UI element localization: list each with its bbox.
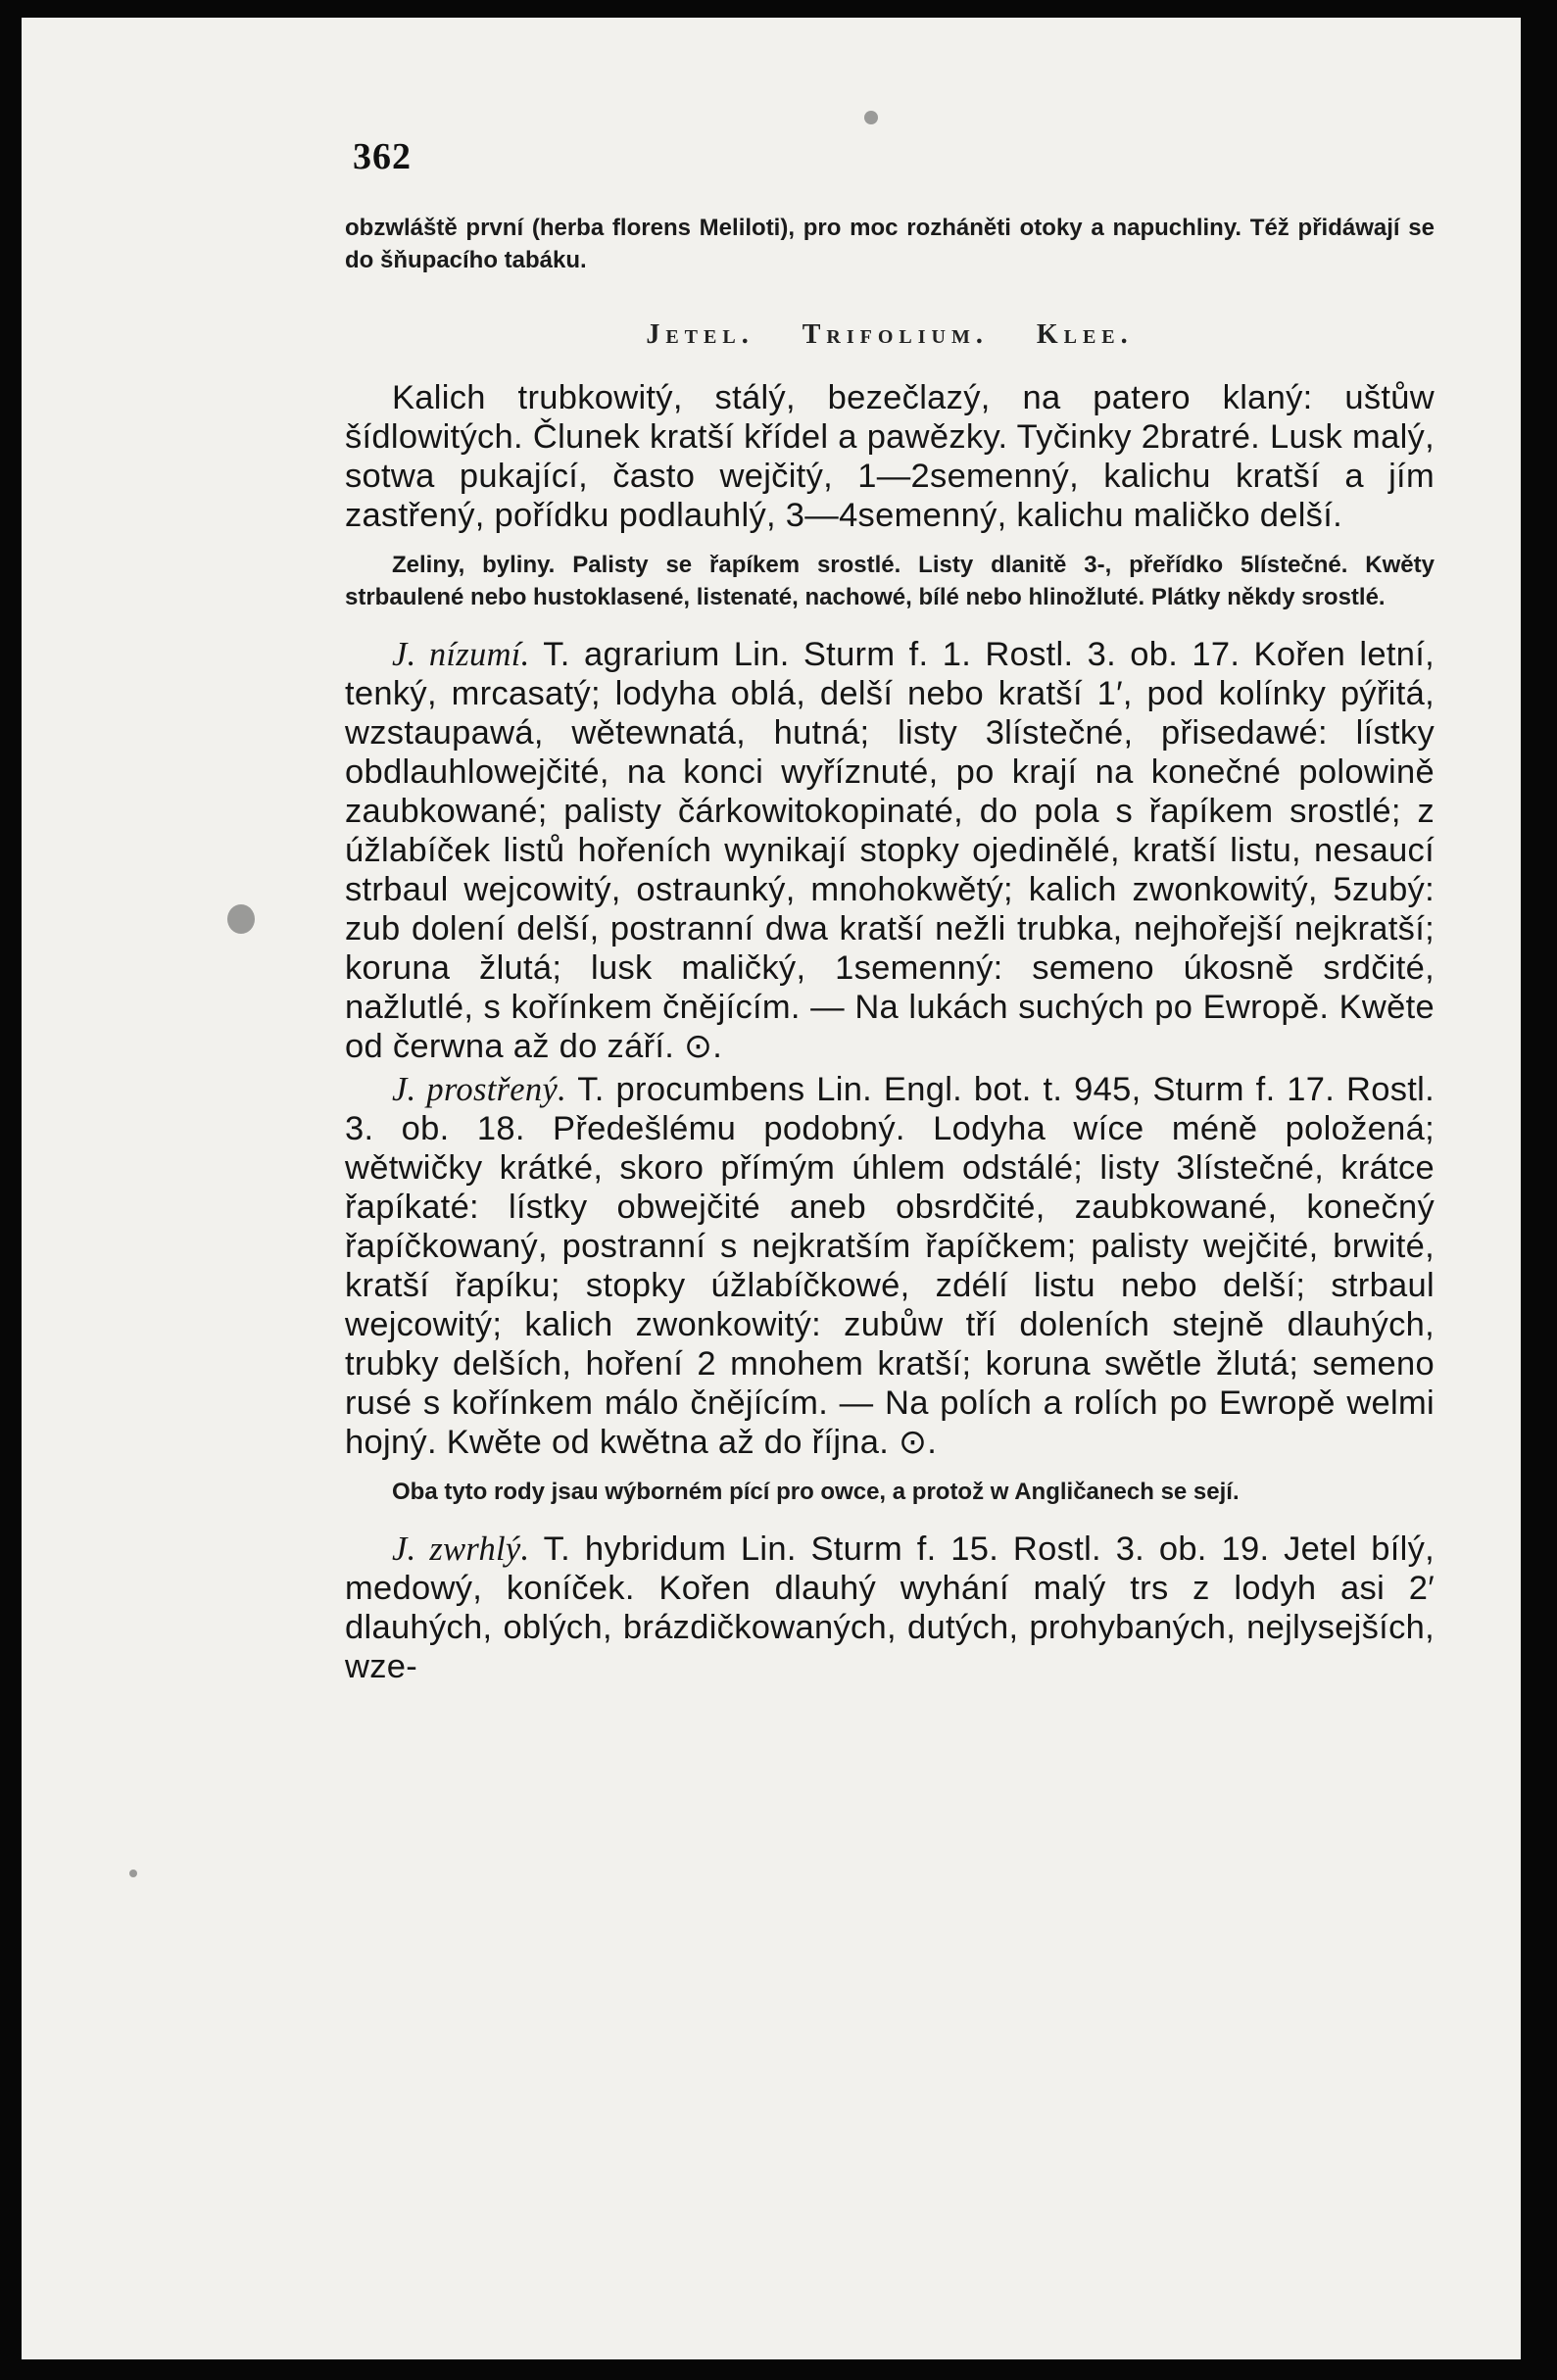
genus-description: Kalich trubkowitý, stálý, bezečlazý, na patero klaný: uštůw šídlowitých. Člunek kratší křídel a pawězky. Tyčinky 2bratré. Lusk malý, sotwa pukající, často wejčitý, 1—2semenný, kalichu kratší a jím zastřený, pořídku podlauhlý, 3—4semenný, kalichu maličko delší. [345, 379, 1435, 534]
print-speck [129, 1870, 137, 1877]
species-entry [345, 1530, 1435, 1686]
species-text: T. procumbens Lin. Engl. bot. t. 945, Sturm f. 17. Rostl. 3. ob. 18. Předešlému podobný. Lodyha wíce méně položená; wětwičky krátké, skoro přímým úhlem odstálé; listy 3lístečné, krátce řapíkaté: lístky obwejčité aneb obsrdčité, zaubkowané, konečný řapíčkowaný, postranní s nejkratším řapíčkem; palisty wejčité, brwité, kratší řapíku; stopky úžlabíčkowé, zdélí listu nebo delší; strbaul wejcowitý; kalich zwonkowitý: zubůw tří doleních stejně dlauhých, trubky delších, hoření 2 mnohem kratší; koruna swětle žlutá; semeno rusé s kořínkem málo čnějícím. — Na polích a rolích po Ewropě welmi hojný. Kwěte od kwětna až do října. ⊙. [345, 1071, 1435, 1461]
page-number: 362 [353, 136, 412, 177]
book-page [22, 18, 1521, 2359]
intro-text: obzwláště první (herba florens Meliloti), pro moc rozháněti otoky a napuchliny. Též přidáwají se do šňupacího tabáku. [345, 215, 1435, 273]
print-speck [227, 904, 255, 934]
species-note: Oba tyto rody jsau wýborném pící pro owce, a protož w Angličanech se sejí. [392, 1479, 1240, 1505]
genus-latin: Trifolium. [802, 319, 989, 350]
print-speck [864, 111, 878, 124]
genus-heading [345, 319, 1435, 351]
species-text: T. hybridum Lin. Sturm f. 15. Rostl. 3. ob. 19. Jetel bílý, medowý, koníček. Kořen dlauhý wyhání malý trs z lodyh asi 2′ dlauhých, oblých, brázdičkowaných, dutých, prohybaných, nejlysejších, wze- [345, 1530, 1435, 1685]
species-entry [345, 635, 1435, 1066]
species-name: J. nízumí. [392, 636, 530, 673]
genus-czech: Jetel. [646, 319, 754, 350]
species-name: J. prostřený. [392, 1071, 567, 1108]
text-block [345, 135, 1435, 1686]
genus-german: Klee. [1036, 319, 1134, 350]
species-text: T. agrarium Lin. Sturm f. 1. Rostl. 3. ob. 17. Kořen letní, tenký, mrcasatý; lodyha oblá, delší nebo kratší 1′, pod kolínky pýřitá, wzstaupawá, wětewnatá, hutná; listy 3lístečné, přisedawé: lístky obdlauhlowejčité, na konci wyříznuté, po krají na konečné polowině zaubkowané; palisty čárkowitokopinaté, do pola s řapíkem srostlé; z úžlabíček listů hořeních wynikají stopky ojedinělé, kratší listu, nesaucí strbaul wejcowitý, ostraunký, mnohokwětý; kalich zwonkowitý, 5zubý: zub dolení delší, postranní dwa kratší nežli trubka, nejhořejší nejkratší; koruna žlutá; lusk maličký, 1semenný: semeno úkosně srdčité, nažlutlé, s kořínkem čnějícím. — Na lukách suchých po Ewropě. Kwěte od čerwna až do září. ⊙. [345, 636, 1435, 1065]
species-name: J. zwrhlý. [392, 1530, 530, 1568]
species-entry [345, 1070, 1435, 1462]
genus-notes: Zeliny, byliny. Palisty se řapíkem srostlé. Listy dlanitě 3-, přeřídko 5lístečné. Kwěty strbaulené nebo hustoklasené, listenaté, nachowé, bílé nebo hlinožluté. Plátky někdy srostlé. [345, 552, 1435, 610]
